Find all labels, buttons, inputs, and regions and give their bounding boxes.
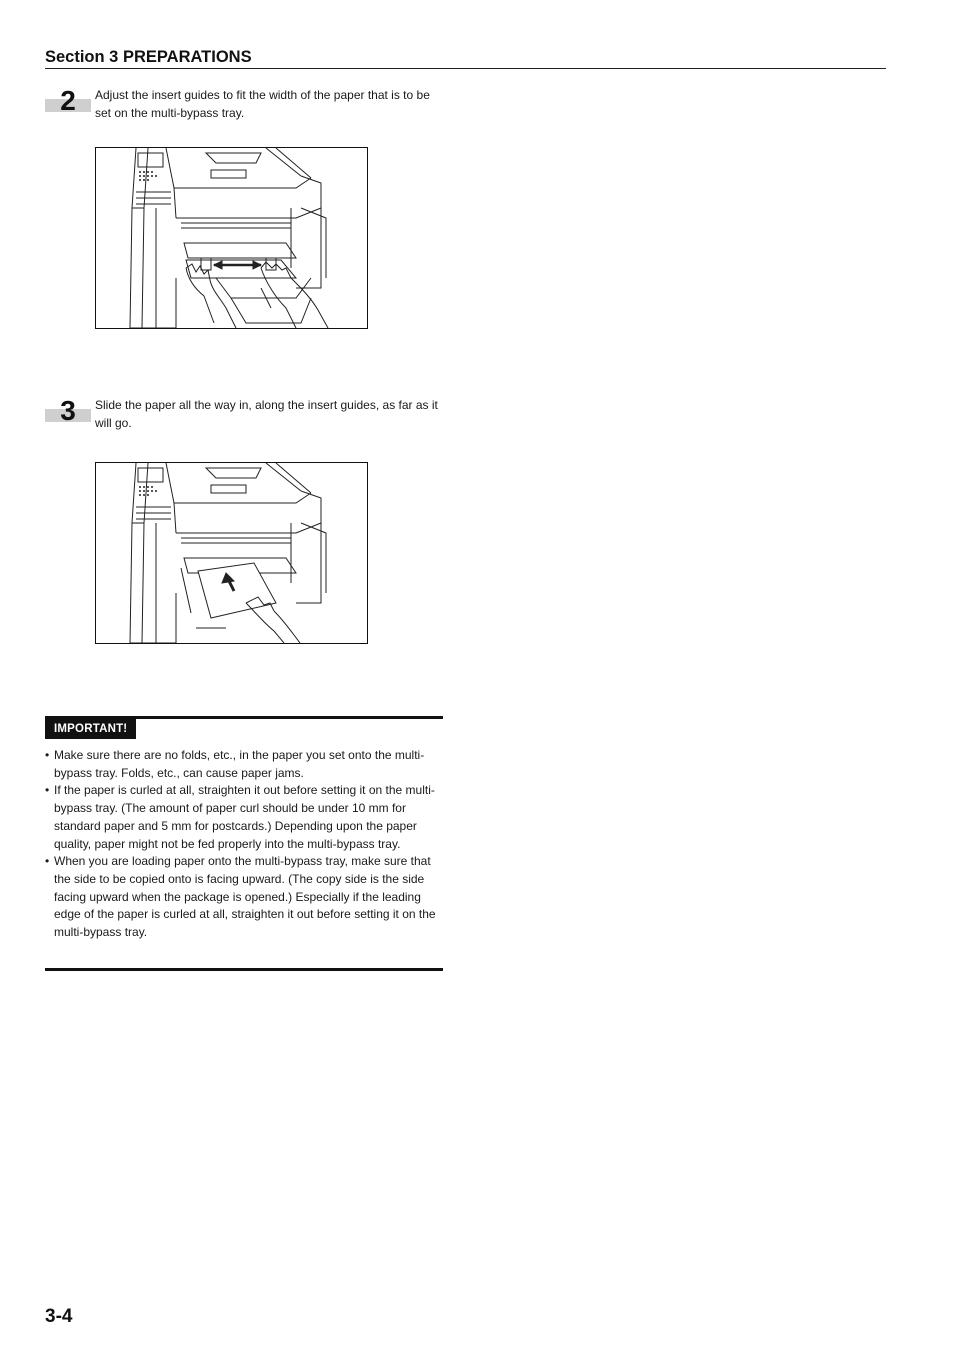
important-label: IMPORTANT! [45,719,136,739]
section-title: Section 3 PREPARATIONS [45,48,252,66]
step-number: 2 [60,85,76,116]
bullet: • [45,748,50,762]
list-item [45,782,443,853]
illustration-adjust-insert-guides [95,147,368,329]
important-list [45,747,443,942]
section-header [45,48,886,69]
bullet: • [45,854,50,869]
list-item [45,853,443,942]
illustration-slide-paper-in [95,462,368,644]
step-instruction: Adjust the insert guides to fit the width of the paper that is to be set on the multi-bypass tray. [95,88,430,120]
page-number: 3-4 [45,1306,73,1327]
important-item-text: If the paper is curled at all, straighten it out before setting it on the multi-bypass tray. (The amount of paper curl should be under 10 mm for standard paper and 5 mm for postcards.) Depending upon the paper quality, paper might not be fed properly into the multi-bypass tray. [54,783,435,851]
important-bottom-rule [45,968,443,971]
important-item-text: Make sure there are no folds, etc., in the paper you set onto the multi-bypass tray. Folds, etc., can cause paper jams. [54,748,425,780]
step-number: 3 [60,395,76,426]
list-item [45,747,443,782]
bullet: • [45,783,50,798]
important-item-text: When you are loading paper onto the multi-bypass tray, make sure that the side to be copied onto is facing upward. (The copy side is the side facing upward when the package is opened.) Especially if the leading edge of the paper is curled at all, straighten it out before setting it on the multi-bypass tray. [54,854,436,940]
step-instruction: Slide the paper all the way in, along the insert guides, as far as it will go. [95,398,438,430]
